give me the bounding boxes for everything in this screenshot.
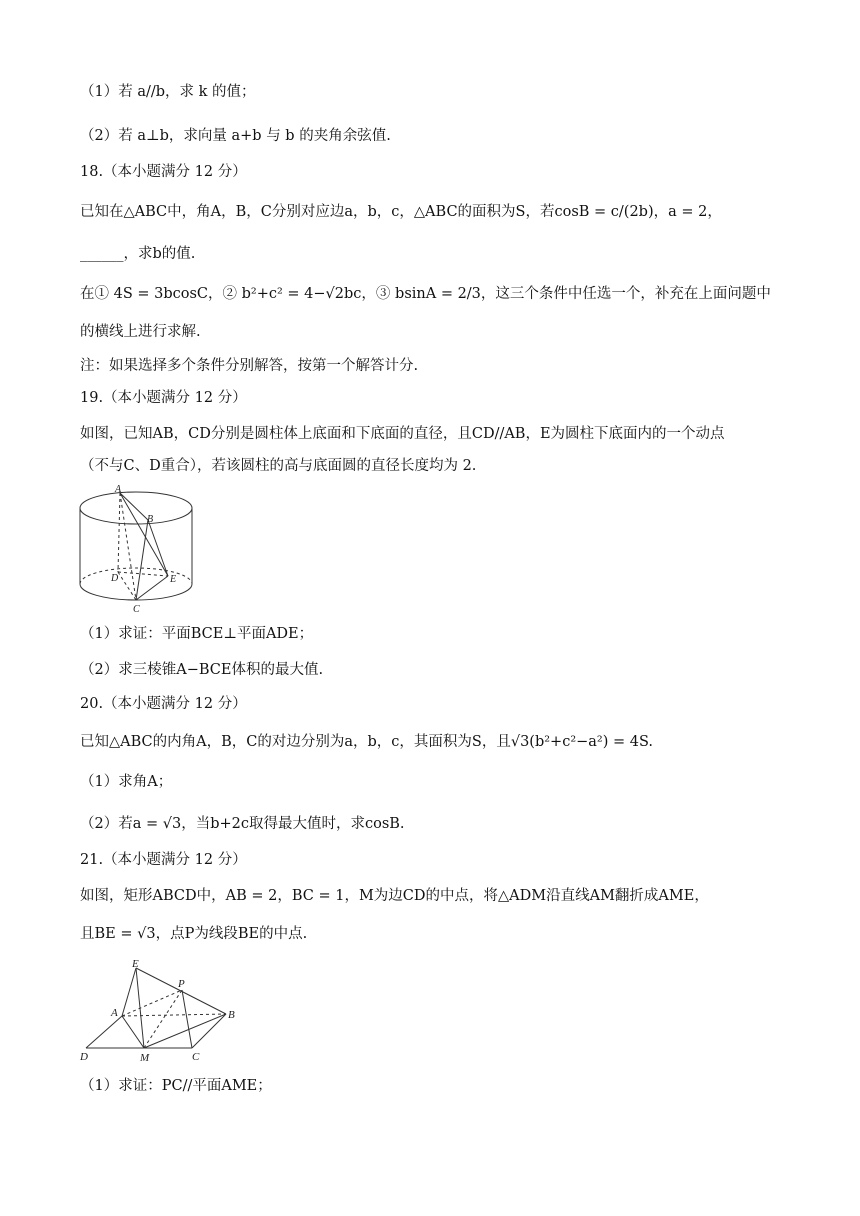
- q19-header: 19.（本小题满分 12 分）: [80, 390, 247, 406]
- fig21-label-c: C: [192, 1051, 200, 1063]
- fig21-label-d: D: [80, 1051, 88, 1063]
- q20-part1: （1）求角A；: [80, 774, 173, 790]
- q18-stem-b: ______，求b的值.: [80, 246, 196, 262]
- q18-header: 18.（本小题满分 12 分）: [80, 164, 247, 180]
- fig19-label-e: E: [170, 574, 177, 585]
- fig21-label-a: A: [111, 1007, 118, 1019]
- q17-part1: （1）若 a//b，求 k 的值；: [80, 84, 256, 100]
- q19-stem-a: 如图，已知AB，CD分别是圆柱体上底面和下底面的直径，且CD//AB，E为圆柱下底面内的一个动点: [80, 426, 725, 442]
- q18-stem-a: 已知在△ABC中，角A，B，C分别对应边a，b，c，△ABC的面积为S，若cosB = c/(2b)，a = 2，: [80, 204, 722, 220]
- fold-figure: [78, 958, 238, 1064]
- q20-header: 20.（本小题满分 12 分）: [80, 696, 247, 712]
- q21-stem-a: 如图，矩形ABCD中，AB = 2，BC = 1，M为边CD的中点，将△ADM沿直线AM翻折成AME，: [80, 888, 709, 904]
- fig19-label-a: A: [115, 484, 122, 495]
- fig19-label-d: D: [111, 573, 119, 584]
- q18-note: 注：如果选择多个条件分别解答，按第一个解答计分.: [80, 358, 419, 374]
- fig19-label-b: B: [147, 514, 154, 525]
- fig21-label-b: B: [228, 1009, 235, 1021]
- q21-part1: （1）求证：PC//平面AME；: [80, 1078, 272, 1094]
- q18-choices-cont: 的横线上进行求解.: [80, 324, 201, 340]
- q21-stem-b: 且BE = √3，点P为线段BE的中点.: [80, 926, 308, 942]
- q18-choices: 在① 4S = 3bcosC，② b²+c² = 4−√2bc，③ bsinA = 2/3，这三个条件中任选一个，补充在上面问题中: [80, 286, 771, 302]
- q20-part2: （2）若a = √3，当b+2c取得最大值时，求cosB.: [80, 816, 405, 832]
- cylinder-figure: [78, 484, 198, 616]
- q17-part2: （2）若 a⊥b，求向量 a+b 与 b 的夹角余弦值.: [80, 128, 391, 144]
- q19-part2: （2）求三棱锥A−BCE体积的最大值.: [80, 662, 324, 678]
- q20-stem: 已知△ABC的内角A，B，C的对边分别为a，b，c，其面积为S，且√3(b²+c²−a²) = 4S.: [80, 734, 654, 750]
- q19-part1: （1）求证：平面BCE⊥平面ADE；: [80, 626, 314, 642]
- fig21-label-e: E: [132, 958, 139, 970]
- q19-stem-b: （不与C、D重合），若该圆柱的高与底面圆的直径长度均为 2.: [80, 458, 477, 474]
- q21-header: 21.（本小题满分 12 分）: [80, 852, 247, 868]
- fig19-label-c: C: [133, 604, 140, 615]
- fig21-label-p: P: [178, 978, 185, 990]
- fig21-label-m: M: [140, 1052, 150, 1064]
